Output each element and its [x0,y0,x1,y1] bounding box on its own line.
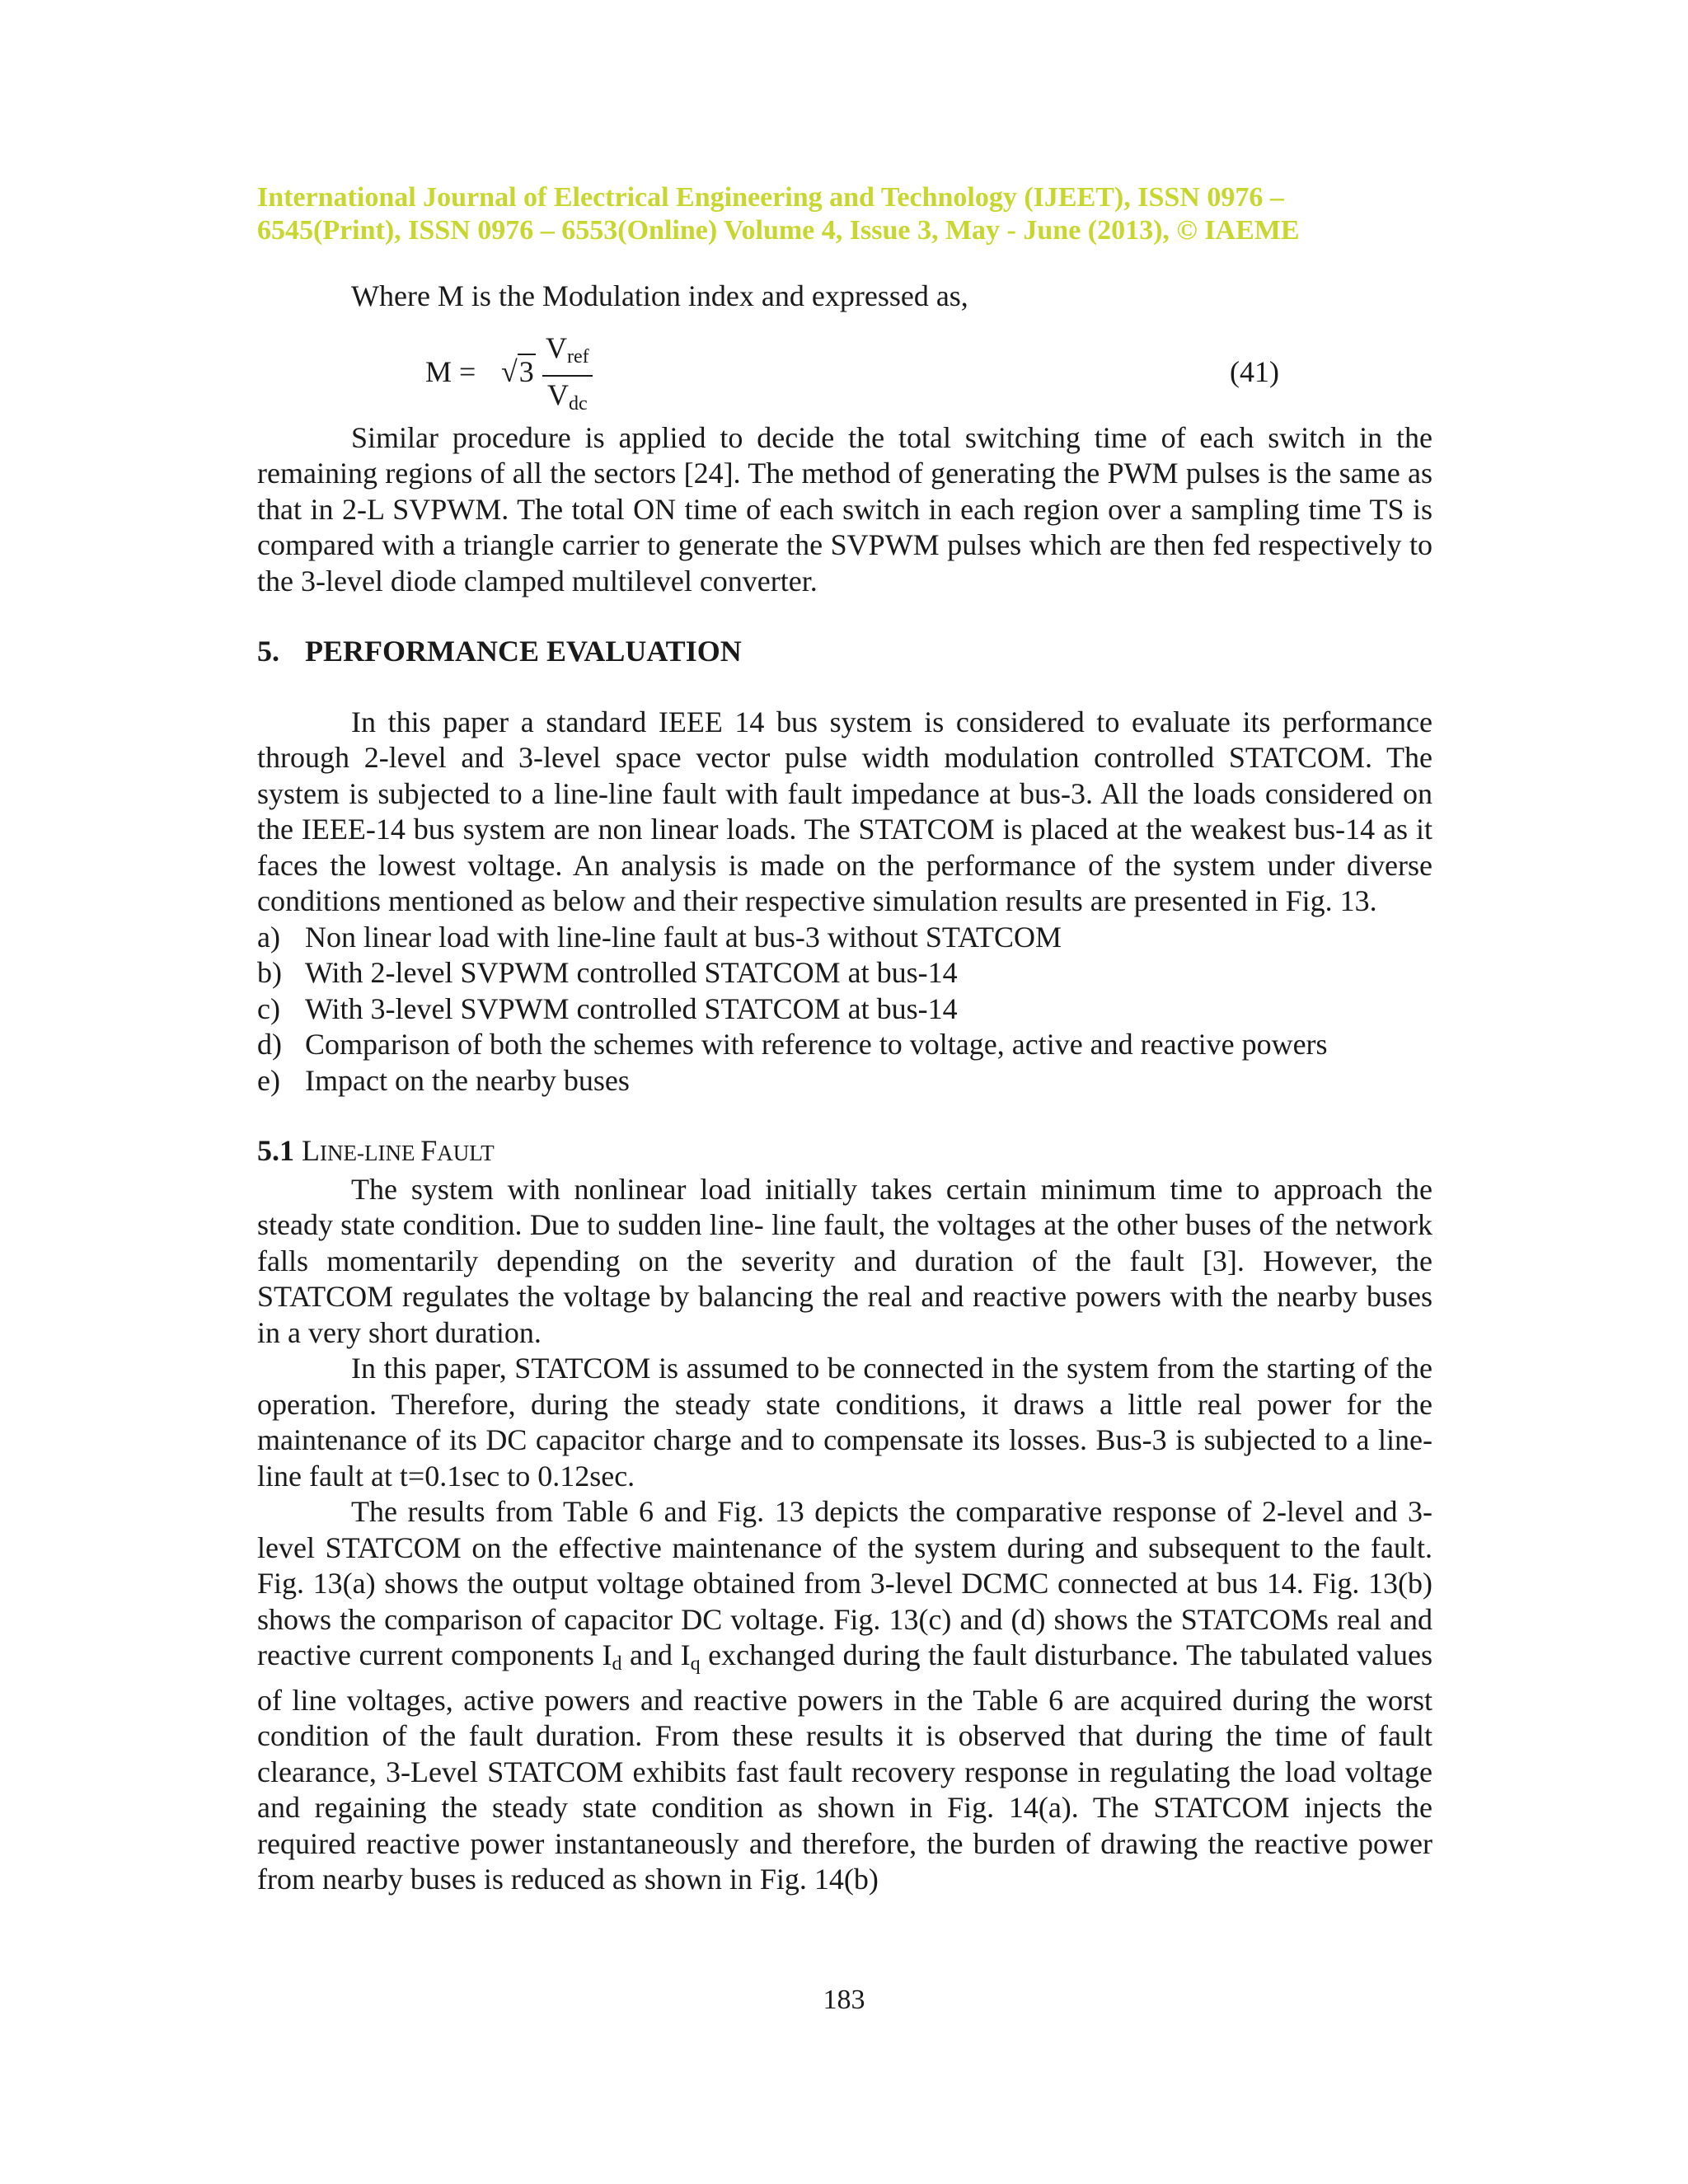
list-item [257,920,1432,956]
conditions-list [257,920,1432,1099]
section-5-paragraph: In this paper a standard IEEE 14 bus system is considered to evaluate its performance through 2-level and 3-level space vector pulse width modulation controlled STATCOM. The system is subjected to a line-line fault with fault impedance at bus-3. All the loads considered on the IEEE-14 bus system are non linear loads. The STATCOM is placed at the weakest bus-14 as it faces the lowest voltage. An analysis is made on the performance of the system under diverse conditions mentioned as below and their respective simulation results are presented in Fig. 13. [257,705,1432,917]
list-marker: c) [257,991,280,1025]
id-subscript: d [612,1653,622,1675]
paragraph-text: The results from Table 6 and Fig. 13 depicts the comparative response of 2-level and 3-level STATCOM on the effective maintenance of the system during and subsequent to the fault. Fig. 13(a) shows the output voltage obtained from 3-level DCMC connected at bus 14. Fig. 13(b) shows the comparison of capacitor DC voltage. Fig. 13(c) and (d) shows the STATCOMs real and reactive current components [257,1495,1432,1671]
subsection-paragraph-1: The system with nonlinear load initially takes certain minimum time to approach the steady state condition. Due to sudden line- line fault, the voltages at the other buses of the network falls momentarily depending on the severity and duration of the fault [3]. However, the STATCOM regulates the voltage by balancing the real and reactive powers with the nearby buses in a very short duration. [257,1172,1432,1349]
numerator-variable: V [546,330,567,364]
list-item [257,1063,1432,1099]
journal-header-line-1: International Journal of Electrical Engineering and Technology (IJEET), ISSN 0976 – [257,182,1284,213]
list-marker: d) [257,1028,282,1061]
section-number: 5. [257,635,279,668]
paragraph-text: exchanged during the fault disturbance. The tabulated values of line voltages, active powers and reactive powers in the Table 6 are acquired during the worst condition of the fault duration. From these results it is observed that during the time of fault clearance, 3-Level STATCOM exhibits fast fault recovery response in regulating the load voltage and regaining the steady state condition as shown in Fig. 14(a). The STATCOM injects the required reactive power instantaneously and therefore, the burden of drawing the reactive power from nearby buses is reduced as shown in Fig. 14(b) [257,1638,1432,1896]
journal-header [257,181,1432,247]
iq-subscript: q [690,1653,701,1675]
equation-sqrt [501,354,536,389]
list-marker: b) [257,956,282,989]
paragraph-text: and [621,1638,681,1671]
list-text: With 2-level SVPWM controlled STATCOM at bus-14 [305,956,958,989]
numerator-subscript: ref [567,345,589,368]
subsection-5-1-heading [257,1133,1432,1172]
denominator-variable: V [546,377,569,411]
equation-41 [257,331,1432,420]
subsection-title-part: -LINE [356,1141,421,1165]
subsection-paragraph-2: In this paper, STATCOM is assumed to be connected in the system from the starting of the operation. Therefore, during the steady state conditions, it draws a little real power for the maintenance of its DC capacitor charge and to compensate its losses. Bus-3 is subjected to a line-line fault at t=0.1sec to 0.12sec. [257,1352,1432,1493]
list-text: Non linear load with line-line fault at bus-3 without STATCOM [305,920,1062,954]
equation-lhs: M = [425,354,476,388]
page-content [257,181,1432,1898]
section-title: PERFORMANCE EVALUATION [305,635,742,668]
id-variable: I [602,1638,612,1671]
subsection-number: 5.1 [257,1134,294,1167]
list-item [257,955,1432,991]
fraction-denominator [544,377,591,420]
sqrt-symbol: √ [501,354,518,388]
subsection-title-part: INE [320,1141,357,1165]
section-5-heading [257,634,1432,670]
paragraph-after-equation: Similar procedure is applied to decide the total switching time of each switch in the remaining regions of all the sectors [24]. The method of generating the PWM pulses is the same as that in 2-L SVPWM. The total ON time of each switch in each region over a sampling time TS is compared with a triangle carrier to generate the SVPWM pulses which are then fed respectively to the 3-level diode clamped multilevel converter. [257,420,1432,598]
subsection-paragraph-3 [257,1494,1432,1898]
sqrt-argument: 3 [518,354,534,388]
denominator-subscript: dc [568,392,588,415]
intro-text: Where M is the Modulation index and expressed as, [351,279,968,312]
fraction-numerator [542,331,593,377]
equation-fraction [542,331,593,420]
list-text: With 3-level SVPWM controlled STATCOM at bus-14 [305,991,958,1025]
list-text: Comparison of both the schemes with reference to voltage, active and reactive powers [305,1028,1328,1061]
list-marker: e) [257,1063,280,1097]
subsection-title-part: L [302,1134,320,1167]
subsection-title-part: AULT [437,1141,495,1165]
iq-variable: I [680,1638,691,1671]
page-number: 183 [823,1985,865,2015]
list-text: Impact on the nearby buses [305,1063,630,1097]
journal-header-line-2: 6545(Print), ISSN 0976 – 6553(Online) Volume 4, Issue 3, May - June (2013), © IAEME [257,215,1300,246]
equation-number: (41) [1230,354,1279,388]
list-item [257,1027,1432,1063]
list-item [257,991,1432,1028]
subsection-title-part: F [420,1134,438,1167]
list-marker: a) [257,920,280,954]
